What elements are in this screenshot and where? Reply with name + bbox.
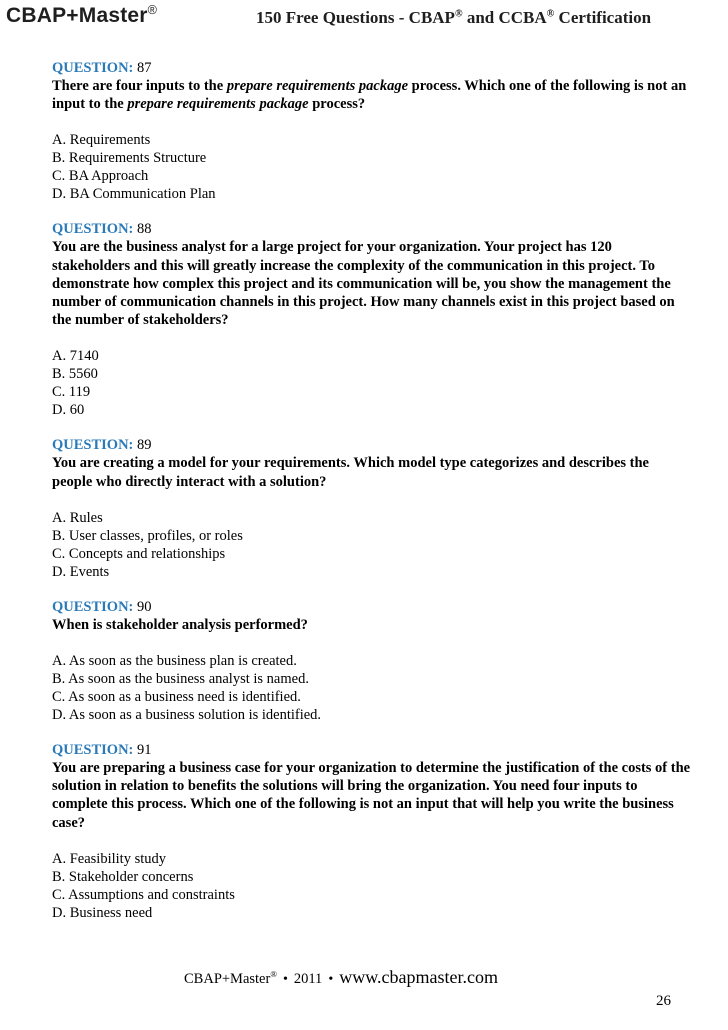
footer-year: 2011 [293,971,323,987]
question-block [52,598,692,724]
logo-text: CBAP+Master [6,4,148,27]
question-block [52,220,692,419]
answer-option: B. As soon as the business analyst is named. [52,671,309,688]
question-number: 89 [137,437,152,454]
answer-option: A. Requirements [52,132,151,149]
logo-registered-mark: ® [147,3,158,17]
answer-option: B. Requirements Structure [52,150,207,167]
question-text [52,616,692,634]
answer-option: D. Business need [52,904,153,921]
question-text-emphasis: prepare requirements package [226,78,409,94]
question-text-segment: process. Which one of the following is not an input to the [52,78,687,113]
question-label: QUESTION: [52,742,134,759]
answer-option: D. 60 [52,402,85,419]
registered-mark: ® [270,969,277,980]
question-label: QUESTION: [52,437,134,454]
answer-option: C. 119 [52,384,91,401]
question-text-segment: process? [308,96,366,113]
registered-mark: ® [546,8,555,20]
footer-bullet: • [328,972,334,987]
answer-option: D. Events [52,563,110,580]
question-block [52,436,692,580]
question-header [52,59,692,77]
question-number: 91 [137,742,152,759]
answer-option: C. BA Approach [52,168,149,185]
answer-option: B. User classes, profiles, or roles [52,527,243,544]
question-text [52,454,692,490]
answer-option: A. 7140 [52,348,99,365]
question-text-segment: You are preparing a business case for your organization to determine the justification of the costs of the solution in relation to benefits the solutions will bring the organization. You need four inputs to complete this process. Which one of the following is not an input that will help you write the business case? [52,760,691,831]
question-number: 90 [137,598,152,615]
question-text-segment: You are creating a model for your requirements. Which model type categorizes and describes the people who directly interact with a solution? [52,455,649,490]
question-text-segment: You are the business analyst for a large project for your organization. Your project has 120 stakeholders and this will greatly increase the complexity of the communication in this project. To demonstrate how complex this project and its communication will be, you show the management the number of communication channels in this project. How many channels exist in this project based on the number of stakeholders? [52,239,675,329]
question-label: QUESTION: [52,60,134,76]
footer-brand: CBAP+Master [184,971,271,987]
answer-option: A. Feasibility study [52,850,166,867]
answer-option: D. BA Communication Plan [52,186,216,203]
question-list [52,59,692,939]
footer-bullet: • [282,972,288,987]
answer-option: C. Assumptions and constraints [52,886,235,903]
question-text-segment: There are four inputs to the [52,78,227,94]
answer-option: C. Concepts and relationships [52,545,226,562]
question-label: QUESTION: [52,221,134,238]
question-text-segment: When is stakeholder analysis performed? [52,616,308,633]
page-number: 26 [656,993,671,1009]
answer-option: A. As soon as the business plan is created. [52,653,297,670]
question-number: 87 [137,60,152,76]
question-block [52,59,692,203]
answer-option: B. Stakeholder concerns [52,868,194,885]
question-text [52,77,692,113]
footer-website-link[interactable]: www.cbapmaster.com [339,967,499,987]
question-text-emphasis: prepare requirements package [127,96,309,113]
answer-option: B. 5560 [52,366,98,383]
question-block [52,741,692,922]
answer-option: A. Rules [52,509,103,526]
answer-option: C. As soon as a business need is identified. [52,689,301,706]
question-header [52,741,692,759]
header-title-part3: Certification [554,8,652,27]
header-title-part1: 150 Free Questions - CBAP [256,8,455,27]
question-header [52,220,692,238]
registered-mark: ® [454,8,463,20]
question-label: QUESTION: [52,598,134,615]
question-text [52,759,692,832]
answer-option: D. As soon as a business solution is identified. [52,707,322,724]
question-number: 88 [137,221,152,238]
header-title-part2: and CCBA [462,8,547,27]
question-header [52,436,692,454]
question-header [52,598,692,616]
footer [184,967,498,988]
question-text [52,238,692,329]
header-logo [6,4,157,28]
header-title [256,8,651,28]
